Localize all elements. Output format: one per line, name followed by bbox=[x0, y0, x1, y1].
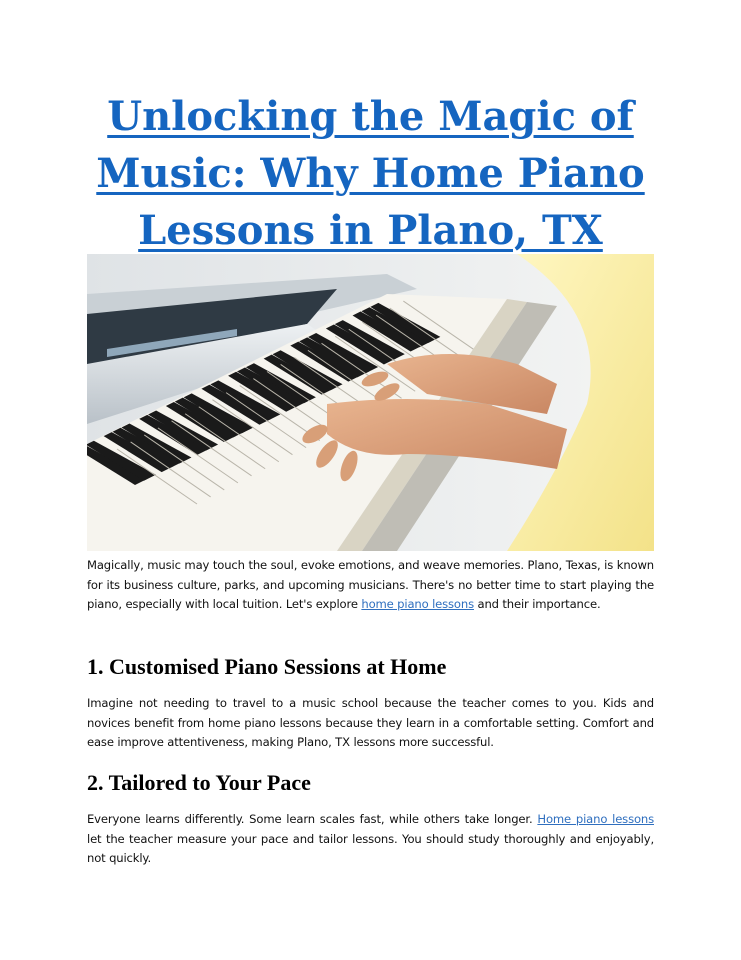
intro-text: Magically, music may touch the soul, evoke emotions, and weave memories. Plano, Texas, is known for its business culture, parks, and upcoming musicians. There's no better time to start playing the piano, especially with local tuition. Let's explore bbox=[87, 558, 654, 612]
section-2-text: Everyone learns differently. Some learn scales fast, while others take longer. bbox=[87, 812, 538, 826]
section-heading-2: 2. Tailored to Your Pace bbox=[87, 770, 311, 795]
intro-paragraph bbox=[87, 556, 654, 615]
section-heading-1: 1. Customised Piano Sessions at Home bbox=[87, 654, 447, 679]
hero-image-piano bbox=[87, 254, 654, 551]
intro-text-end: and their importance. bbox=[473, 597, 601, 612]
page-title bbox=[60, 88, 681, 259]
section-1-paragraph: Imagine not needing to travel to a music school because the teacher comes to you. Kids and novices benefit from home piano lessons because they learn in a comfortable setting. Comfort and ease improve attentiveness, making Plano, TX lessons more successful. bbox=[87, 696, 654, 750]
piano-illustration bbox=[87, 254, 654, 551]
section-2-paragraph bbox=[87, 810, 654, 869]
section-2-text-end: let the teacher measure your pace and tailor lessons. You should study thoroughly and enjoyably, not quickly. bbox=[87, 831, 654, 866]
home-piano-lessons-link-2[interactable]: Home piano lessons bbox=[537, 812, 654, 826]
title-link[interactable]: Unlocking the Magic of Music: Why Home Piano Lessons in Plano, TX bbox=[96, 93, 645, 254]
home-piano-lessons-link[interactable]: home piano lessons bbox=[361, 597, 474, 612]
